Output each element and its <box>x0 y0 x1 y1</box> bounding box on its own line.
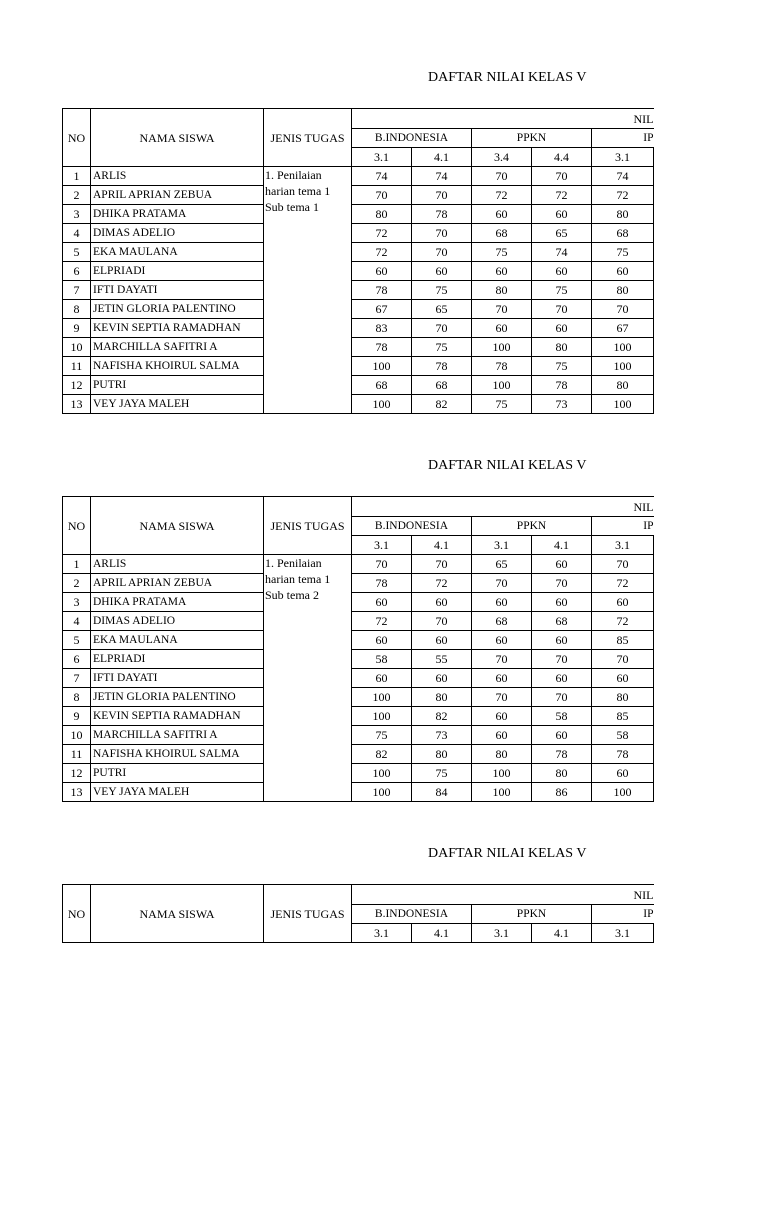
table-row <box>63 224 654 243</box>
row-score: 68 <box>592 224 654 243</box>
row-score: 60 <box>472 669 532 688</box>
row-score: 74 <box>352 167 412 186</box>
row-student-name: VEY JAYA MALEH <box>91 395 264 414</box>
row-score: 70 <box>472 167 532 186</box>
row-score: 60 <box>592 764 654 783</box>
row-student-name: ELPRIADI <box>91 262 264 281</box>
table-row <box>63 783 654 802</box>
row-no: 3 <box>63 205 91 224</box>
row-score: 75 <box>412 281 472 300</box>
row-no: 5 <box>63 243 91 262</box>
row-score: 60 <box>532 319 592 338</box>
row-score: 74 <box>412 167 472 186</box>
row-score: 70 <box>592 555 654 574</box>
header-jenis-tugas: JENIS TUGAS <box>264 885 352 943</box>
row-score: 100 <box>352 688 412 707</box>
row-score: 65 <box>472 555 532 574</box>
table-row <box>63 574 654 593</box>
row-score: 72 <box>592 574 654 593</box>
row-score: 72 <box>352 224 412 243</box>
row-score: 78 <box>352 338 412 357</box>
row-score: 78 <box>352 574 412 593</box>
header-kd: 4.1 <box>412 536 472 555</box>
header-kd: 3.1 <box>352 536 412 555</box>
row-score: 70 <box>592 650 654 669</box>
row-no: 4 <box>63 612 91 631</box>
table-row <box>63 357 654 376</box>
row-score: 68 <box>532 612 592 631</box>
row-score: 60 <box>352 593 412 612</box>
row-score: 75 <box>412 338 472 357</box>
header-kd: 4.4 <box>532 148 592 167</box>
row-score: 80 <box>532 338 592 357</box>
row-score: 60 <box>472 593 532 612</box>
row-score: 75 <box>472 243 532 262</box>
row-student-name: KEVIN SEPTIA RAMADHAN <box>91 707 264 726</box>
row-score: 75 <box>592 243 654 262</box>
row-score: 60 <box>412 593 472 612</box>
row-no: 10 <box>63 338 91 357</box>
row-score: 70 <box>352 555 412 574</box>
row-score: 68 <box>352 376 412 395</box>
row-no: 13 <box>63 395 91 414</box>
row-score: 60 <box>352 631 412 650</box>
row-score: 60 <box>472 631 532 650</box>
row-score: 100 <box>352 707 412 726</box>
row-score: 80 <box>592 688 654 707</box>
row-student-name: IFTI DAYATI <box>91 669 264 688</box>
row-no: 2 <box>63 574 91 593</box>
table-row <box>63 395 654 414</box>
row-score: 100 <box>592 783 654 802</box>
row-student-name: PUTRI <box>91 376 264 395</box>
row-score: 100 <box>592 395 654 414</box>
row-score: 73 <box>412 726 472 745</box>
row-score: 80 <box>532 764 592 783</box>
row-score: 83 <box>352 319 412 338</box>
row-no: 12 <box>63 764 91 783</box>
row-score: 80 <box>592 376 654 395</box>
row-score: 60 <box>532 593 592 612</box>
header-nilai: NIL <box>352 109 654 129</box>
grade-sheet-1 <box>0 70 768 450</box>
header-kd: 4.1 <box>412 148 472 167</box>
row-score: 100 <box>352 783 412 802</box>
row-student-name: NAFISHA KHOIRUL SALMA <box>91 745 264 764</box>
table-row <box>63 688 654 707</box>
row-score: 65 <box>532 224 592 243</box>
row-score: 65 <box>412 300 472 319</box>
row-student-name: APRIL APRIAN ZEBUA <box>91 186 264 205</box>
row-score: 60 <box>412 631 472 650</box>
row-no: 3 <box>63 593 91 612</box>
table-row <box>63 707 654 726</box>
jenis-tugas-cell: 1. Penilaian harian tema 1 Sub tema 1 <box>264 167 352 414</box>
header-kd: 3.1 <box>352 148 412 167</box>
header-kd: 3.1 <box>472 536 532 555</box>
row-score: 60 <box>592 262 654 281</box>
row-no: 10 <box>63 726 91 745</box>
row-score: 75 <box>412 764 472 783</box>
grade-table <box>62 884 654 943</box>
table-row <box>63 338 654 357</box>
table-row <box>63 281 654 300</box>
table-row <box>63 764 654 783</box>
row-student-name: DHIKA PRATAMA <box>91 593 264 612</box>
row-score: 72 <box>532 186 592 205</box>
row-score: 80 <box>472 281 532 300</box>
row-no: 8 <box>63 300 91 319</box>
row-score: 100 <box>472 764 532 783</box>
row-score: 86 <box>532 783 592 802</box>
jenis-tugas-cell: 1. Penilaian harian tema 1 Sub tema 2 <box>264 555 352 802</box>
table-row <box>63 745 654 764</box>
row-score: 58 <box>592 726 654 745</box>
row-student-name: MARCHILLA SAFITRI A <box>91 726 264 745</box>
table-row <box>63 593 654 612</box>
row-score: 60 <box>532 205 592 224</box>
row-score: 60 <box>532 669 592 688</box>
row-student-name: VEY JAYA MALEH <box>91 783 264 802</box>
row-no: 5 <box>63 631 91 650</box>
row-score: 70 <box>472 688 532 707</box>
row-score: 80 <box>412 745 472 764</box>
row-score: 70 <box>412 224 472 243</box>
table-row <box>63 167 654 186</box>
row-score: 100 <box>592 357 654 376</box>
header-kd: 3.1 <box>592 924 654 943</box>
row-score: 100 <box>472 376 532 395</box>
row-score: 67 <box>592 319 654 338</box>
row-score: 100 <box>352 357 412 376</box>
row-no: 12 <box>63 376 91 395</box>
table-row <box>63 669 654 688</box>
header-nilai: NIL <box>352 885 654 905</box>
table-row <box>63 300 654 319</box>
row-score: 60 <box>352 262 412 281</box>
row-no: 7 <box>63 669 91 688</box>
row-score: 70 <box>412 186 472 205</box>
table-row <box>63 376 654 395</box>
row-score: 67 <box>352 300 412 319</box>
table-row <box>63 205 654 224</box>
header-kd: 3.1 <box>472 924 532 943</box>
row-score: 60 <box>532 555 592 574</box>
table-row <box>63 243 654 262</box>
row-score: 60 <box>532 262 592 281</box>
header-no: NO <box>63 885 91 943</box>
row-score: 78 <box>592 745 654 764</box>
row-no: 9 <box>63 319 91 338</box>
row-score: 84 <box>412 783 472 802</box>
header-nama-siswa: NAMA SISWA <box>91 109 264 167</box>
table-row <box>63 650 654 669</box>
header-nama-siswa: NAMA SISWA <box>91 497 264 555</box>
row-student-name: KEVIN SEPTIA RAMADHAN <box>91 319 264 338</box>
grade-sheet-3 <box>0 846 768 1226</box>
row-score: 58 <box>352 650 412 669</box>
row-score: 74 <box>592 167 654 186</box>
table-row <box>63 186 654 205</box>
row-score: 85 <box>592 707 654 726</box>
row-score: 70 <box>532 650 592 669</box>
header-no: NO <box>63 497 91 555</box>
row-no: 13 <box>63 783 91 802</box>
row-score: 100 <box>352 395 412 414</box>
row-score: 60 <box>472 707 532 726</box>
header-kd: 4.1 <box>412 924 472 943</box>
row-score: 75 <box>472 395 532 414</box>
table-row <box>63 319 654 338</box>
row-score: 72 <box>592 186 654 205</box>
header-jenis-tugas: JENIS TUGAS <box>264 109 352 167</box>
row-score: 82 <box>412 707 472 726</box>
header-subject-ipa: IP <box>592 517 654 536</box>
row-score: 80 <box>352 205 412 224</box>
row-score: 73 <box>532 395 592 414</box>
header-jenis-tugas: JENIS TUGAS <box>264 497 352 555</box>
table-row <box>63 726 654 745</box>
row-score: 70 <box>532 300 592 319</box>
row-score: 72 <box>412 574 472 593</box>
row-score: 100 <box>472 338 532 357</box>
row-score: 70 <box>532 574 592 593</box>
row-score: 78 <box>412 357 472 376</box>
row-score: 70 <box>412 612 472 631</box>
row-score: 72 <box>592 612 654 631</box>
row-student-name: IFTI DAYATI <box>91 281 264 300</box>
row-no: 1 <box>63 555 91 574</box>
row-student-name: DHIKA PRATAMA <box>91 205 264 224</box>
row-student-name: ARLIS <box>91 167 264 186</box>
row-score: 68 <box>412 376 472 395</box>
row-score: 70 <box>472 300 532 319</box>
header-subject-ipa: IP <box>592 905 654 924</box>
row-score: 100 <box>352 764 412 783</box>
sheet-title: DAFTAR NILAI KELAS V <box>428 458 587 473</box>
row-score: 85 <box>592 631 654 650</box>
row-score: 60 <box>472 205 532 224</box>
row-score: 78 <box>532 376 592 395</box>
row-score: 72 <box>352 612 412 631</box>
row-score: 70 <box>412 243 472 262</box>
header-subject-bindonesia: B.INDONESIA <box>352 905 472 924</box>
row-score: 70 <box>412 319 472 338</box>
row-score: 60 <box>352 669 412 688</box>
header-subject-ppkn: PPKN <box>472 905 592 924</box>
row-score: 74 <box>532 243 592 262</box>
row-student-name: EKA MAULANA <box>91 243 264 262</box>
row-score: 100 <box>592 338 654 357</box>
header-kd: 3.1 <box>592 536 654 555</box>
row-score: 70 <box>532 688 592 707</box>
row-score: 60 <box>472 319 532 338</box>
row-no: 9 <box>63 707 91 726</box>
sheet-title: DAFTAR NILAI KELAS V <box>428 846 587 861</box>
row-score: 72 <box>352 243 412 262</box>
row-score: 60 <box>412 262 472 281</box>
row-score: 72 <box>472 186 532 205</box>
row-student-name: DIMAS ADELIO <box>91 612 264 631</box>
grade-sheet-2 <box>0 458 768 838</box>
table-row <box>63 555 654 574</box>
row-no: 6 <box>63 650 91 669</box>
row-score: 60 <box>532 631 592 650</box>
header-subject-bindonesia: B.INDONESIA <box>352 129 472 148</box>
row-no: 11 <box>63 357 91 376</box>
header-subject-ppkn: PPKN <box>472 129 592 148</box>
row-score: 60 <box>472 262 532 281</box>
row-score: 75 <box>532 281 592 300</box>
row-no: 11 <box>63 745 91 764</box>
row-score: 60 <box>412 669 472 688</box>
header-kd: 3.1 <box>352 924 412 943</box>
table-row <box>63 631 654 650</box>
header-subject-ppkn: PPKN <box>472 517 592 536</box>
header-nama-siswa: NAMA SISWA <box>91 885 264 943</box>
row-no: 2 <box>63 186 91 205</box>
row-score: 82 <box>352 745 412 764</box>
table-row <box>63 612 654 631</box>
row-score: 78 <box>352 281 412 300</box>
row-no: 7 <box>63 281 91 300</box>
row-score: 75 <box>352 726 412 745</box>
header-subject-bindonesia: B.INDONESIA <box>352 517 472 536</box>
row-score: 80 <box>592 281 654 300</box>
row-score: 75 <box>532 357 592 376</box>
table-row <box>63 262 654 281</box>
row-score: 78 <box>472 357 532 376</box>
row-score: 70 <box>412 555 472 574</box>
row-student-name: DIMAS ADELIO <box>91 224 264 243</box>
row-student-name: JETIN GLORIA PALENTINO <box>91 300 264 319</box>
row-score: 60 <box>592 669 654 688</box>
row-score: 60 <box>532 726 592 745</box>
row-score: 55 <box>412 650 472 669</box>
row-score: 82 <box>412 395 472 414</box>
header-subject-ipa: IP <box>592 129 654 148</box>
header-kd: 4.1 <box>532 924 592 943</box>
row-score: 58 <box>532 707 592 726</box>
row-student-name: ELPRIADI <box>91 650 264 669</box>
row-no: 4 <box>63 224 91 243</box>
sheet-title: DAFTAR NILAI KELAS V <box>428 70 587 85</box>
header-kd: 3.4 <box>472 148 532 167</box>
row-score: 68 <box>472 224 532 243</box>
header-kd: 4.1 <box>532 536 592 555</box>
row-score: 100 <box>472 783 532 802</box>
row-score: 80 <box>472 745 532 764</box>
row-score: 70 <box>472 650 532 669</box>
grade-table <box>62 496 654 802</box>
header-no: NO <box>63 109 91 167</box>
row-score: 78 <box>412 205 472 224</box>
row-student-name: NAFISHA KHOIRUL SALMA <box>91 357 264 376</box>
row-no: 6 <box>63 262 91 281</box>
grade-table <box>62 108 654 414</box>
row-score: 70 <box>592 300 654 319</box>
row-score: 70 <box>352 186 412 205</box>
row-score: 68 <box>472 612 532 631</box>
row-score: 80 <box>412 688 472 707</box>
row-score: 70 <box>472 574 532 593</box>
row-score: 60 <box>472 726 532 745</box>
row-student-name: JETIN GLORIA PALENTINO <box>91 688 264 707</box>
row-score: 60 <box>592 593 654 612</box>
row-no: 1 <box>63 167 91 186</box>
row-student-name: MARCHILLA SAFITRI A <box>91 338 264 357</box>
row-score: 70 <box>532 167 592 186</box>
row-student-name: ARLIS <box>91 555 264 574</box>
row-student-name: EKA MAULANA <box>91 631 264 650</box>
header-kd: 3.1 <box>592 148 654 167</box>
row-no: 8 <box>63 688 91 707</box>
row-score: 78 <box>532 745 592 764</box>
row-student-name: PUTRI <box>91 764 264 783</box>
header-nilai: NIL <box>352 497 654 517</box>
row-score: 80 <box>592 205 654 224</box>
row-student-name: APRIL APRIAN ZEBUA <box>91 574 264 593</box>
